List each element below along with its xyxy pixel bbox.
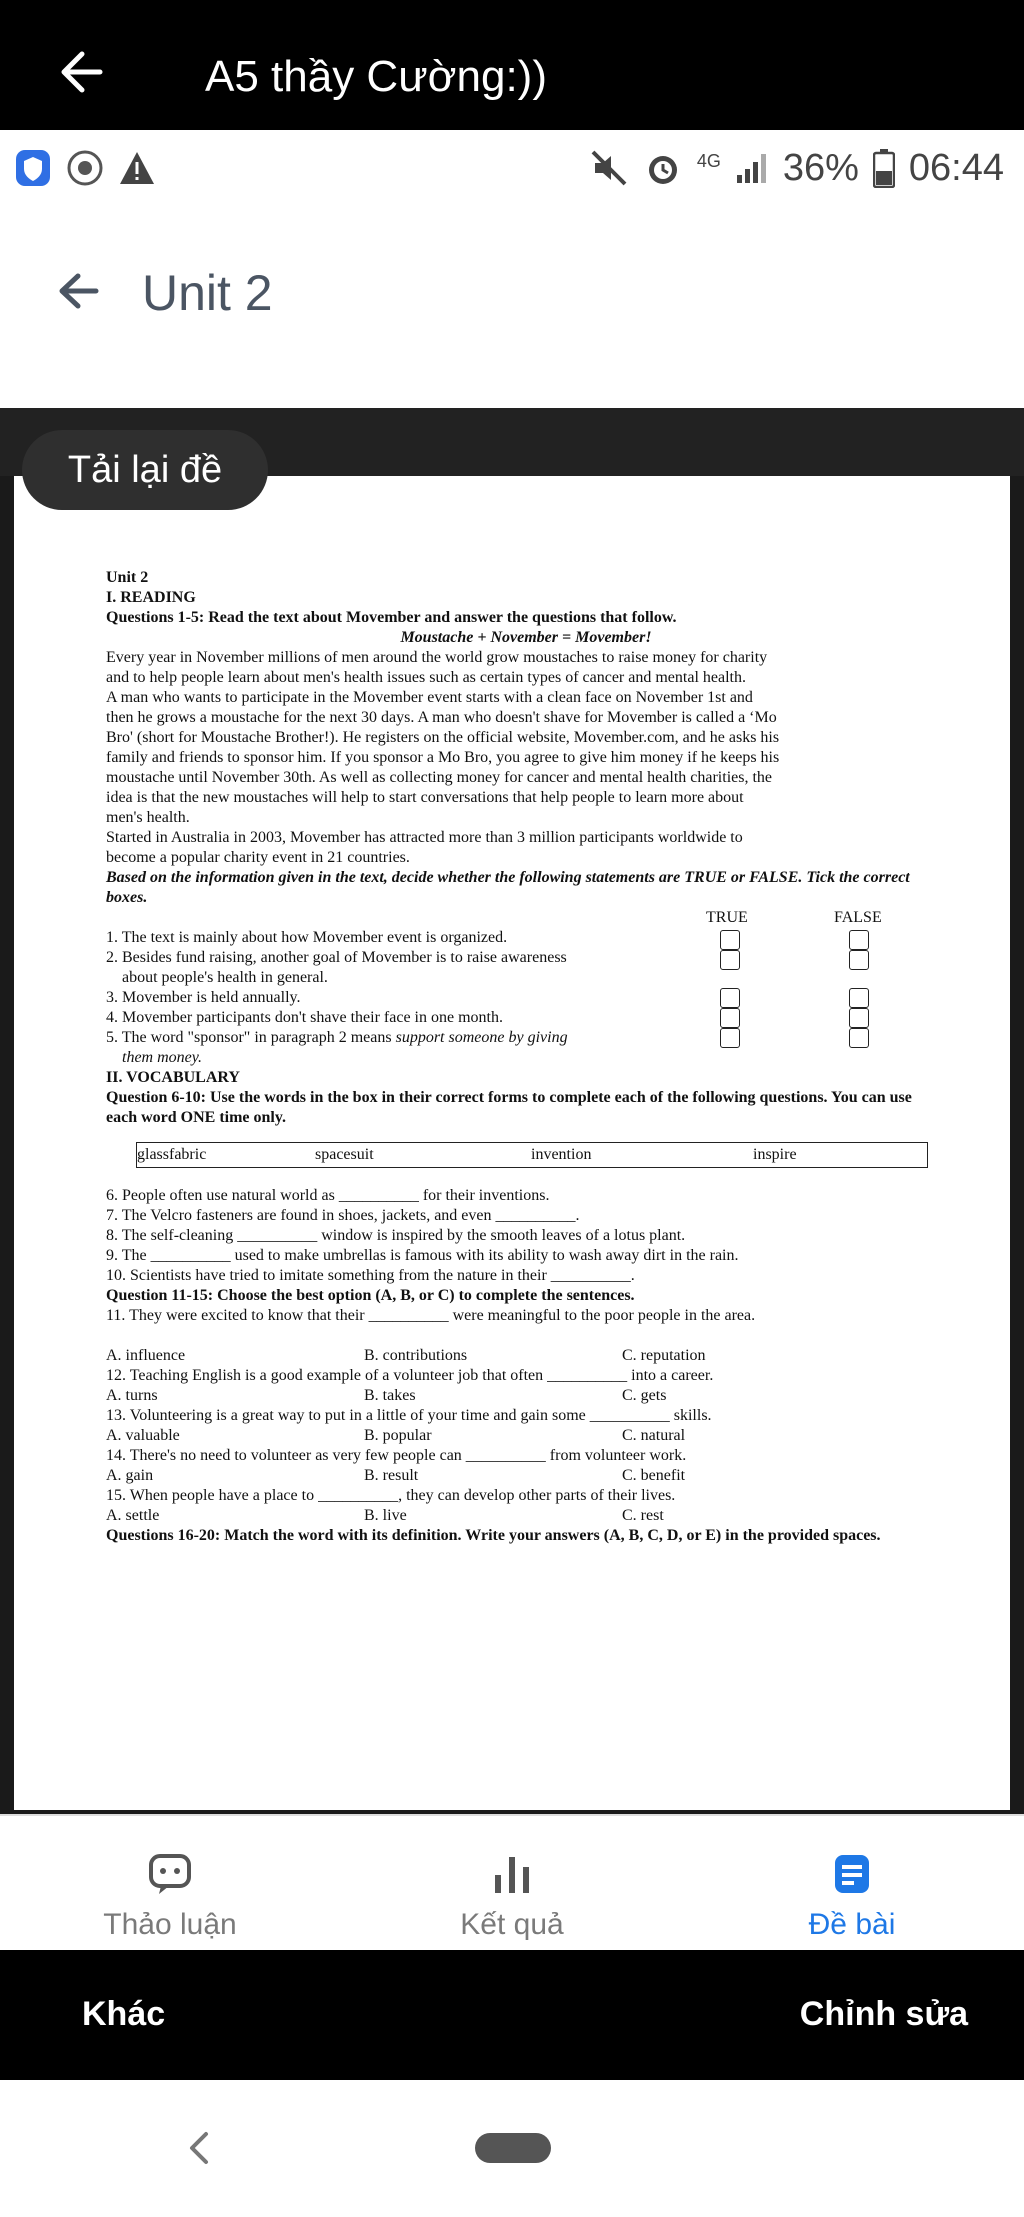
false-checkbox[interactable] bbox=[849, 950, 869, 970]
statement-row bbox=[106, 1048, 946, 1068]
false-checkbox[interactable] bbox=[849, 930, 869, 950]
section-vocabulary: II. VOCABULARY bbox=[106, 1069, 240, 1086]
tab-results[interactable] bbox=[392, 1850, 632, 1942]
option-b: B. takes bbox=[364, 1387, 416, 1404]
vocab-question: 8. The self-cleaning __________ window is inspired by the smooth leaves of a lotus plant. bbox=[106, 1227, 686, 1244]
more-button[interactable]: Khác bbox=[82, 1995, 166, 2033]
settings-circle-icon bbox=[66, 149, 104, 187]
passage bbox=[106, 648, 946, 868]
option-c: C. natural bbox=[622, 1427, 686, 1444]
vocab-question: 9. The __________ used to make umbrellas is famous with its ability to wash away dirt in the rain. bbox=[106, 1247, 739, 1264]
passage-line: A man who wants to participate in the Movember event starts with a clean face on November 1st and bbox=[106, 689, 753, 706]
status-bar bbox=[0, 130, 1024, 206]
passage-line: then he grows a moustache for the next 30 days. A man who doesn't shave for Movember is called a ‘Mo bbox=[106, 709, 777, 726]
word-box-item: inspire bbox=[753, 1146, 797, 1163]
tab-label: Thảo luận bbox=[103, 1908, 237, 1941]
option-b: B. popular bbox=[364, 1427, 432, 1444]
word-box-item: spacesuit bbox=[315, 1146, 374, 1163]
passage-title: Moustache + November = Movember! bbox=[400, 629, 652, 646]
mc-options bbox=[106, 1466, 946, 1486]
passage-line: Every year in November millions of men around the world grow moustaches to raise money for charity bbox=[106, 649, 768, 666]
mc-options bbox=[106, 1346, 946, 1366]
passage-line: idea is that the new moustaches will help to start conversations that help people to learn more about bbox=[106, 789, 744, 806]
option-c: C. reputation bbox=[622, 1347, 706, 1364]
instruction-q11-15: Question 11-15: Choose the best option (A, B, or C) to complete the sentences. bbox=[106, 1287, 635, 1304]
instruction-q6-10: Question 6-10: Use the words in the box in their correct forms to complete each of the following questions. You can use each word ONE time only. bbox=[106, 1089, 912, 1126]
document-viewer[interactable] bbox=[0, 408, 1024, 1814]
page-title: Unit 2 bbox=[142, 265, 273, 321]
word-box-item: invention bbox=[531, 1146, 592, 1163]
mc-question: 15. When people have a place to __________, they can develop other parts of their lives. bbox=[106, 1487, 676, 1504]
tab-discussion[interactable] bbox=[50, 1850, 290, 1942]
vocab-question: 6. People often use natural world as __________ for their inventions. bbox=[106, 1187, 550, 1204]
option-a: A. turns bbox=[106, 1387, 158, 1404]
section-reading: I. READING bbox=[106, 589, 196, 606]
back-arrow-icon[interactable] bbox=[52, 44, 108, 100]
mc-question: 11. They were excited to know that their __________ were meaningful to the poor people in the area. bbox=[106, 1307, 756, 1324]
option-a: A. gain bbox=[106, 1467, 154, 1484]
statement-text-italic: them money. bbox=[122, 1049, 202, 1066]
instruction-q16-20: Questions 16-20: Match the word with its definition. Write your answers (A, B, C, D, or E) in the provided spaces. bbox=[106, 1527, 881, 1544]
instruction-true-false: Based on the information given in the text, decide whether the following statements are TRUE or FALSE. Tick the correct boxes. bbox=[106, 869, 910, 906]
back-arrow-icon[interactable] bbox=[50, 264, 104, 318]
option-b: B. live bbox=[364, 1507, 407, 1524]
statement-text: about people's health in general. bbox=[122, 969, 328, 986]
app-header bbox=[0, 206, 1024, 408]
true-checkbox[interactable] bbox=[720, 1028, 740, 1048]
true-checkbox[interactable] bbox=[720, 930, 740, 950]
mc-options bbox=[106, 1506, 946, 1526]
alarm-icon bbox=[643, 148, 683, 188]
passage-line: moustache until November 30th. As well as collecting money for cancer and mental health charities, the bbox=[106, 769, 773, 786]
bar-chart-icon bbox=[489, 1850, 535, 1898]
statement-text: 3. Movember is held annually. bbox=[106, 989, 301, 1006]
true-checkbox[interactable] bbox=[720, 988, 740, 1008]
battery-percent: 36% bbox=[782, 146, 859, 189]
passage-line: family and friends to sponsor him. If you sponsor a Mo Bro, you agree to give him money if he keeps his bbox=[106, 749, 780, 766]
false-checkbox[interactable] bbox=[849, 1008, 869, 1028]
option-a: A. influence bbox=[106, 1347, 186, 1364]
true-column-label: TRUE bbox=[706, 909, 748, 926]
vocab-question: 10. Scientists have tried to imitate something from the nature in their __________. bbox=[106, 1267, 635, 1284]
chat-icon bbox=[147, 1850, 193, 1898]
mute-icon bbox=[589, 148, 629, 188]
tab-label: Đề bài bbox=[808, 1908, 896, 1941]
passage-line: become a popular charity event in 21 countries. bbox=[106, 849, 410, 866]
mc-options bbox=[106, 1386, 946, 1406]
true-checkbox[interactable] bbox=[720, 1008, 740, 1028]
warning-icon bbox=[118, 150, 156, 186]
tab-test[interactable] bbox=[732, 1850, 972, 1942]
mc-options bbox=[106, 1426, 946, 1446]
statement-row bbox=[106, 948, 946, 968]
statement-row bbox=[106, 988, 946, 1008]
statement-text: 2. Besides fund raising, another goal of Movember is to raise awareness bbox=[106, 949, 567, 966]
edit-button[interactable]: Chỉnh sửa bbox=[799, 1995, 968, 2033]
worksheet-content bbox=[106, 568, 946, 1546]
spacer bbox=[106, 1326, 946, 1346]
conversation-title: A5 thầy Cường:)) bbox=[205, 52, 547, 101]
top-app-bar bbox=[0, 0, 1024, 130]
statement-row bbox=[106, 1028, 946, 1048]
clock: 06:44 bbox=[908, 146, 1004, 189]
doc-unit: Unit 2 bbox=[106, 569, 149, 586]
option-b: B. contributions bbox=[364, 1347, 468, 1364]
system-nav-bar bbox=[0, 2080, 1024, 2217]
statement-row bbox=[106, 968, 946, 988]
statement-text bbox=[106, 1048, 722, 1068]
document-icon bbox=[829, 1850, 875, 1898]
statement-text bbox=[106, 1028, 706, 1048]
option-b: B. result bbox=[364, 1467, 419, 1484]
false-checkbox[interactable] bbox=[849, 988, 869, 1008]
word-box bbox=[136, 1142, 928, 1168]
option-a: A. settle bbox=[106, 1507, 160, 1524]
true-false-header bbox=[106, 908, 946, 928]
tab-label: Kết quả bbox=[460, 1908, 564, 1941]
mc-question: 12. Teaching English is a good example of a volunteer job that often __________ into a career. bbox=[106, 1367, 714, 1384]
statement-row bbox=[106, 1008, 946, 1028]
option-c: C. gets bbox=[622, 1387, 667, 1404]
mc-question: 14. There's no need to volunteer as very few people can __________ from volunteer work. bbox=[106, 1447, 687, 1464]
shield-icon bbox=[14, 148, 52, 188]
signal-icon bbox=[735, 151, 769, 185]
statement-text: 1. The text is mainly about how Movember event is organized. bbox=[106, 929, 508, 946]
true-checkbox[interactable] bbox=[720, 950, 740, 970]
passage-line: and to help people learn about men's health issues such as certain types of cancer and mental health. bbox=[106, 669, 746, 686]
passage-line: Started in Australia in 2003, Movember has attracted more than 3 million participants worldwide to bbox=[106, 829, 743, 846]
mc-question: 13. Volunteering is a great way to put in a little of your time and gain some __________ skills. bbox=[106, 1407, 712, 1424]
action-bar bbox=[0, 1950, 1024, 2080]
statement-text-main: 5. The word "sponsor" in paragraph 2 means bbox=[106, 1029, 392, 1046]
statement-text-italic: support someone by giving bbox=[395, 1029, 568, 1046]
statement-text: 4. Movember participants don't shave their face in one month. bbox=[106, 1009, 503, 1026]
option-a: A. valuable bbox=[106, 1427, 180, 1444]
word-box-item: glassfabric bbox=[137, 1146, 207, 1163]
passage-line: Bro' (short for Moustache Brother!). He registers on the official website, Movember.com, and he asks his bbox=[106, 729, 780, 746]
false-column-label: FALSE bbox=[834, 909, 882, 926]
instruction-q1-5: Questions 1-5: Read the text about Movember and answer the questions that follow. bbox=[106, 609, 677, 626]
statement-row bbox=[106, 928, 946, 948]
nav-back-icon[interactable] bbox=[184, 2130, 214, 2166]
battery-icon bbox=[873, 148, 895, 188]
document-page bbox=[14, 476, 1010, 1810]
home-pill[interactable] bbox=[475, 2133, 551, 2163]
reload-test-button[interactable]: Tải lại đề bbox=[22, 430, 268, 510]
vocab-question: 7. The Velcro fasteners are found in shoes, jackets, and even __________. bbox=[106, 1207, 580, 1224]
network-type: 4G bbox=[696, 150, 721, 171]
option-c: C. benefit bbox=[622, 1467, 686, 1484]
bottom-tab-bar bbox=[0, 1814, 1024, 1952]
passage-line: men's health. bbox=[106, 809, 190, 826]
option-c: C. rest bbox=[622, 1507, 664, 1524]
false-checkbox[interactable] bbox=[849, 1028, 869, 1048]
